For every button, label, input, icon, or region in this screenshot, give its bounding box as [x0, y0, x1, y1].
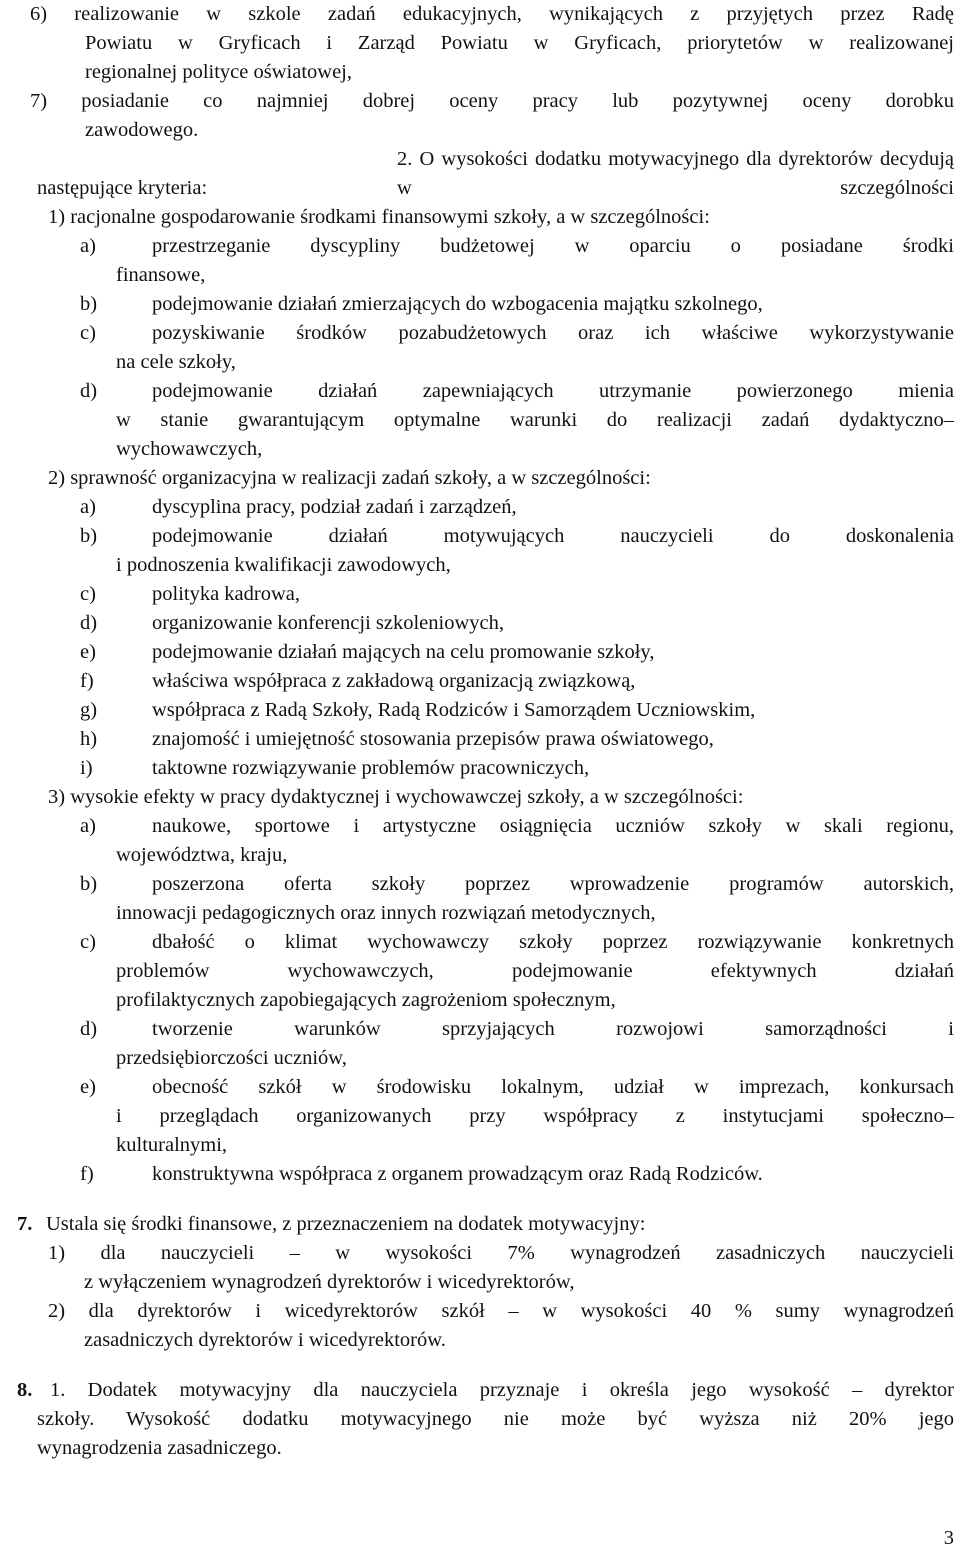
list-marker: f) — [80, 1163, 94, 1185]
text-line: pozyskiwanie środków pozabudżetowych oraz ich właściwe wykorzystywanie — [152, 322, 954, 344]
text-line: kulturalnymi, — [116, 1134, 228, 1156]
text-line: Powiatu w Gryficach i Zarząd Powiatu w Gryficach, priorytetów w realizowanej — [85, 32, 954, 54]
list-marker: c) — [80, 931, 96, 953]
text-line: 6) realizowanie w szkole zadań edukacyjnych, wynikających z przyjętych przez Radę — [30, 3, 954, 25]
text-line: właściwa współpraca z zakładową organizacją związkową, — [152, 670, 636, 692]
text-line: wychowawczych, — [116, 438, 263, 460]
text-line: innowacji pedagogicznych oraz innych rozwiązań metodycznych, — [116, 902, 656, 924]
text-line: obecność szkół w środowisku lokalnym, udział w imprezach, konkursach — [152, 1076, 954, 1098]
text-line: podejmowanie działań motywujących nauczycieli do doskonalenia — [152, 525, 954, 547]
text-line: problemów wychowawczych, podejmowanie efektywnych działań — [116, 960, 954, 982]
text-line: polityka kadrowa, — [152, 583, 301, 605]
text-line: przedsiębiorczości uczniów, — [116, 1047, 347, 1069]
text-line: z wyłączeniem wynagrodzeń dyrektorów i wicedyrektorów, — [84, 1271, 575, 1293]
section-number: 8. — [17, 1379, 33, 1401]
list-marker: b) — [80, 293, 98, 315]
text-line: podejmowanie działań zmierzających do wzbogacenia majątku szkolnego, — [152, 293, 763, 315]
text-line: i przeglądach organizowanych przy współpracy z instytucjami społeczno– — [116, 1105, 954, 1127]
list-marker: e) — [80, 1076, 96, 1098]
text-line: wynagrodzenia zasadniczego. — [37, 1437, 282, 1459]
list-marker: b) — [80, 873, 98, 895]
list-marker: b) — [80, 525, 98, 547]
text-line: znajomość i umiejętność stosowania przepisów prawa oświatowego, — [152, 728, 714, 750]
list-marker: c) — [80, 322, 96, 344]
text-line: i podnoszenia kwalifikacji zawodowych, — [116, 554, 451, 576]
text-line: Ustala się środki finansowe, z przeznaczeniem na dodatek motywacyjny: — [46, 1213, 646, 1235]
text-line: zawodowego. — [85, 119, 199, 141]
list-marker: c) — [80, 583, 96, 605]
list-marker: d) — [80, 1018, 98, 1040]
page-number: 3 — [943, 1527, 954, 1549]
list-marker: a) — [80, 815, 96, 837]
text-line: naukowe, sportowe i artystyczne osiągnięcia uczniów szkoły w skali regionu, — [152, 815, 954, 837]
text-line: następujące kryteria: — [37, 177, 208, 199]
text-line: taktowne rozwiązywanie problemów pracowniczych, — [152, 757, 590, 779]
text-line: 3) wysokie efekty w pracy dydaktycznej i wychowawczej szkoły, a w szczególności: — [48, 786, 744, 808]
text-line: organizowanie konferencji szkoleniowych, — [152, 612, 504, 634]
text-line: przestrzeganie dyscypliny budżetowej w oparciu o posiadane środki — [152, 235, 954, 257]
text-line: 2) sprawność organizacyjna w realizacji zadań szkoły, a w szczególności: — [48, 467, 651, 489]
text-line: 1) racjonalne gospodarowanie środkami finansowymi szkoły, a w szczególności: — [48, 206, 710, 228]
text-line: w stanie gwarantującym optymalne warunki do realizacji zadań dydaktyczno– — [116, 409, 954, 431]
list-marker: i) — [80, 757, 93, 779]
text-line: poszerzona oferta szkoły poprzez wprowadzenie programów autorskich, — [152, 873, 954, 895]
text-line: 2. O wysokości dodatku motywacyjnego dla dyrektorów decydują w szczególności — [397, 148, 954, 199]
text-line: zasadniczych dyrektorów i wicedyrektorów. — [84, 1329, 446, 1351]
list-marker: d) — [80, 380, 98, 402]
section-number: 7. — [17, 1213, 33, 1235]
text-line: 1. Dodatek motywacyjny dla nauczyciela przyznaje i określa jego wysokość – dyrektor — [50, 1379, 954, 1401]
list-marker: a) — [80, 235, 96, 257]
text-line: regionalnej polityce oświatowej, — [85, 61, 352, 83]
text-line: konstruktywna współpraca z organem prowadzącym oraz Radą Rodziców. — [152, 1163, 763, 1185]
text-line: podejmowanie działań mających na celu promowanie szkoły, — [152, 641, 655, 663]
list-marker: d) — [80, 612, 98, 634]
list-marker: a) — [80, 496, 96, 518]
text-line: dyscyplina pracy, podział zadań i zarządzeń, — [152, 496, 517, 518]
text-line: dbałość o klimat wychowawczy szkoły poprzez rozwiązywanie konkretnych — [152, 931, 954, 953]
text-line: finansowe, — [116, 264, 206, 286]
text-line: 1) dla nauczycieli – w wysokości 7% wynagrodzeń zasadniczych nauczycieli — [48, 1242, 954, 1264]
text-line: współpraca z Radą Szkoły, Radą Rodziców i Samorządem Uczniowskim, — [152, 699, 756, 721]
text-line: na cele szkoły, — [116, 351, 236, 373]
text-line: szkoły. Wysokość dodatku motywacyjnego nie może być wyższa niż 20% jego — [37, 1408, 954, 1430]
list-marker: e) — [80, 641, 96, 663]
list-marker: g) — [80, 699, 98, 721]
list-marker: f) — [80, 670, 94, 692]
list-marker: h) — [80, 728, 98, 750]
text-line: podejmowanie działań zapewniających utrzymanie powierzonego mienia — [152, 380, 954, 402]
text-line: województwa, kraju, — [116, 844, 288, 866]
text-line: 7) posiadanie co najmniej dobrej oceny pracy lub pozytywnej oceny dorobku — [30, 90, 954, 112]
text-line: 2) dla dyrektorów i wicedyrektorów szkół – w wysokości 40 % sumy wynagrodzeń — [48, 1300, 954, 1322]
text-line: profilaktycznych zapobiegających zagrożeniom społecznym, — [116, 989, 616, 1011]
text-line: tworzenie warunków sprzyjających rozwojowi samorządności i — [152, 1018, 954, 1040]
